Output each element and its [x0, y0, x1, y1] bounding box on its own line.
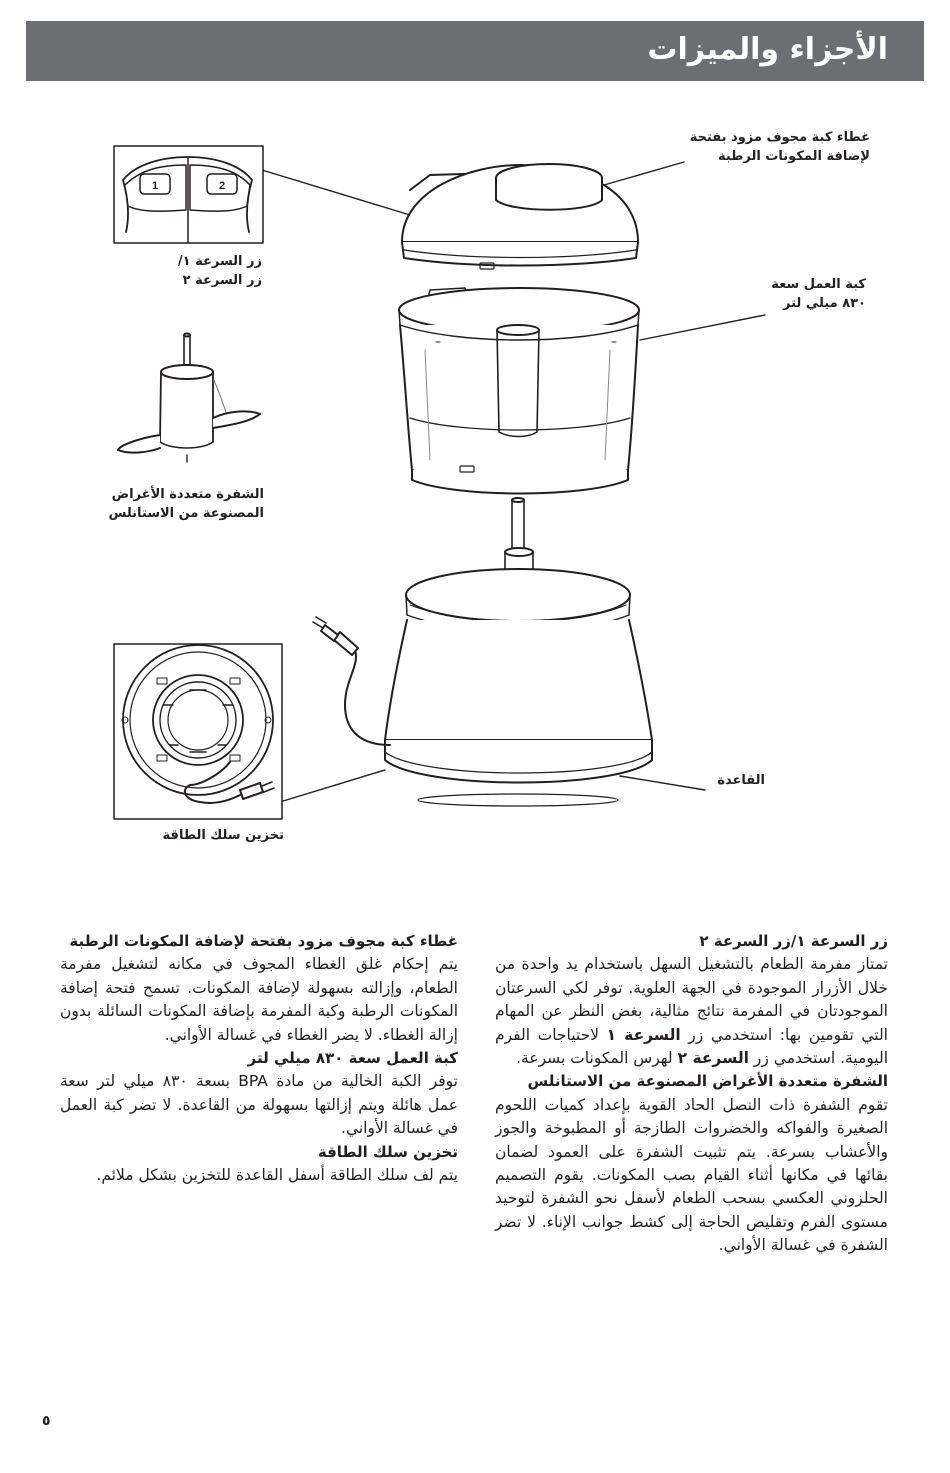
blade-text: تقوم الشفرة ذات النصل الحاد القوية بإعداد كميات اللحوم الصغيرة والفواكه والخضروات الطازجة أو المطبوخة والجوز والأعشاب بسرعة. يتم تثبيت الشفرة على العمود لضمان بقائها في مكانها أثناء القيام بصب المكونات. يقوم التصميم الحلزوني العكسي بسحب الطعام لأسفل نحو الشفرة لتوحيد مستوى الفرم وتقليص الحاجة إلى كشط جوانب الإناء. لا تضر الشفرة في غسالة الأواني. [495, 1095, 888, 1255]
speed-buttons-heading: زر السرعة ١/زر السرعة ٢ [699, 932, 888, 950]
lid-heading: غطاء كبة مجوف مزود بفتحة لإضافة المكونات الرطبة [69, 932, 458, 950]
bowl-heading: كبة العمل سعة ٨٣٠ ميلي لتر [247, 1049, 458, 1068]
callout-base: القاعدة [717, 773, 765, 788]
bowl-illustration [399, 288, 639, 494]
left-column [60, 930, 458, 1187]
blade-illustration [118, 334, 260, 463]
button-2-label: 2 [218, 180, 226, 192]
page-title: الأجزاء والميزات [647, 32, 888, 67]
button-1-label: 1 [151, 180, 159, 192]
lid-text: يتم إحكام غلق الغطاء المجوف في مكانه لتشغيل مفرمة الطعام، وإزالته بسهولة لإضافة المكونات. تسمح فتحة إضافة المكونات الرطبة وكبة المفرمة بإضافة المكونات السائلة بدون إزالة الغطاء. لا يضر الغطاء في غسالة الأواني. [60, 955, 458, 1044]
base-illustration [385, 498, 652, 806]
bowl-text: توفر الكبة الخالية من مادة BPA بسعة ٨٣٠ ميلي لتر سعة عمل هائلة ويتم إزالتها بسهولة من القاعدة. لا تضر كبة العمل في غسالة الأواني. [60, 1072, 458, 1138]
blade-heading: الشفرة متعددة الأغراض المصنوعة من الاستانلس [527, 1072, 888, 1091]
power-cord-illustration [313, 617, 390, 745]
callout-bowl: كبة العمل سعة ٨٣٠ ميلي لتر [771, 277, 866, 311]
right-column [495, 930, 888, 1258]
lid-illustration [402, 164, 638, 269]
callout-speed-buttons: زر السرعة ١/ زر السرعة ٢ [177, 254, 262, 288]
cord-storage-detail [114, 644, 282, 819]
callout-lid: غطاء كبة مجوف مزود بفتحة لإضافة المكونات الرطبة [689, 130, 870, 164]
speed-buttons-text: تمتاز مفرمة الطعام بالتشغيل السهل باستخدام يد واحدة من خلال الأزرار الموجودة في الجهة العلوية. توفر لكي السرعتان الموجودتان في المفرمة نتائج مثالية، بغض النظر عن المهام التي تقومين بها: استخدمي زر السرعة ١ لاحتياجات الفرم اليومية. استخدمي زر السرعة ٢ لهرس المكونات بسرعة. [495, 955, 888, 1068]
speed-buttons-detail [114, 146, 263, 243]
callout-cord-storage: تخزين سلك الطاقة [162, 828, 284, 843]
page-number: ٥ [42, 1413, 51, 1429]
callout-blade: الشفرة متعددة الأغراض المصنوعة من الاستانلس [108, 487, 264, 521]
cord-storage-text: يتم لف سلك الطاقة أسفل القاعدة للتخزين بشكل ملائم. [96, 1166, 458, 1185]
cord-storage-heading: تخزين سلك الطاقة [317, 1142, 458, 1161]
